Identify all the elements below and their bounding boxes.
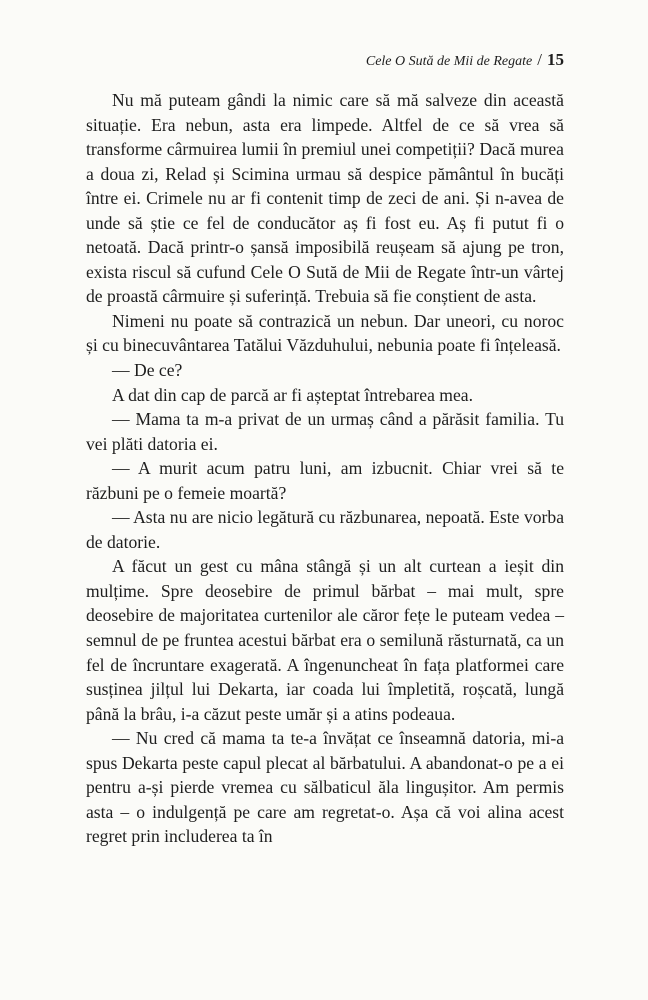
paragraph: Nimeni nu poate să contrazică un nebun. Dar uneori, cu noroc și cu binecuvântarea Tatălui Văzduhului, nebunia poate fi înțeleasă. xyxy=(86,310,564,356)
header-separator: / xyxy=(537,50,542,69)
page-number: 15 xyxy=(547,50,564,69)
paragraph: A făcut un gest cu mâna stângă și un alt curtean a ieșit din mulțime. Spre deosebire de primul bărbat – mai mult, spre deosebire de majoritatea curtenilor ale căror fețe le puteam vedea – semnul de pe fruntea acestui bărbat era o semilună răsturnată, ca un fel de încruntare exagerată. A îngenuncheat în fața platformei care susținea jilțul lui Dekarta, iar coada lui împletită, roșcată, lungă până la brâu, i-a căzut peste umăr și a atins podeaua. xyxy=(86,556,564,724)
dialogue-line: — A murit acum patru luni, am izbucnit. Chiar vrei să te răzbuni pe o femeie moartă? xyxy=(86,458,564,503)
dialogue-line: — Mama ta m-a privat de un urmaș când a părăsit familia. Tu vei plăti datoria ei. xyxy=(86,409,564,454)
book-title: Cele O Sută de Mii de Regate xyxy=(365,54,533,69)
running-header xyxy=(366,50,564,70)
paragraph: Nu mă puteam gândi la nimic care să mă salveze din această situație. Era nebun, asta era limpede. Altfel de ce să vrea să transforme cârmuirea lumii în premiul unei competiții? Dacă murea a doua zi, Relad și Scimina urmau să despice pământul în bucăți între ei. Crimele nu ar fi contenit timp de zeci de ani. Și n-avea de unde să știe ce fel de conducător aș fi fost eu. Aș fi putut fi o netoată. Dacă printr-o șansă imposibilă reușeam să ajung pe tron, exista riscul să cufund Cele O Sută de Mii de Regate într-un vârtej de proastă cârmuire și suferință. Trebuia să fie conștient de asta. xyxy=(86,90,564,307)
dialogue-line: — Nu cred că mama ta te-a învățat ce înseamnă datoria, mi-a spus Dekarta peste capul plecat al bărbatului. A abandonat-o pe a ei pentru a-și pierde vremea cu sălbaticul ăla lingușitor. Am permis asta – o indulgență pe care am regretat-o. Așa că voi alina acest regret prin includerea ta în xyxy=(86,728,564,847)
dialogue-line: — Asta nu are nicio legătură cu răzbunarea, nepoată. Este vorba de datorie. xyxy=(86,507,564,552)
dialogue-line: — De ce? xyxy=(112,360,183,381)
paragraph: A dat din cap de parcă ar fi așteptat întrebarea mea. xyxy=(112,384,473,405)
page-body xyxy=(86,88,564,849)
